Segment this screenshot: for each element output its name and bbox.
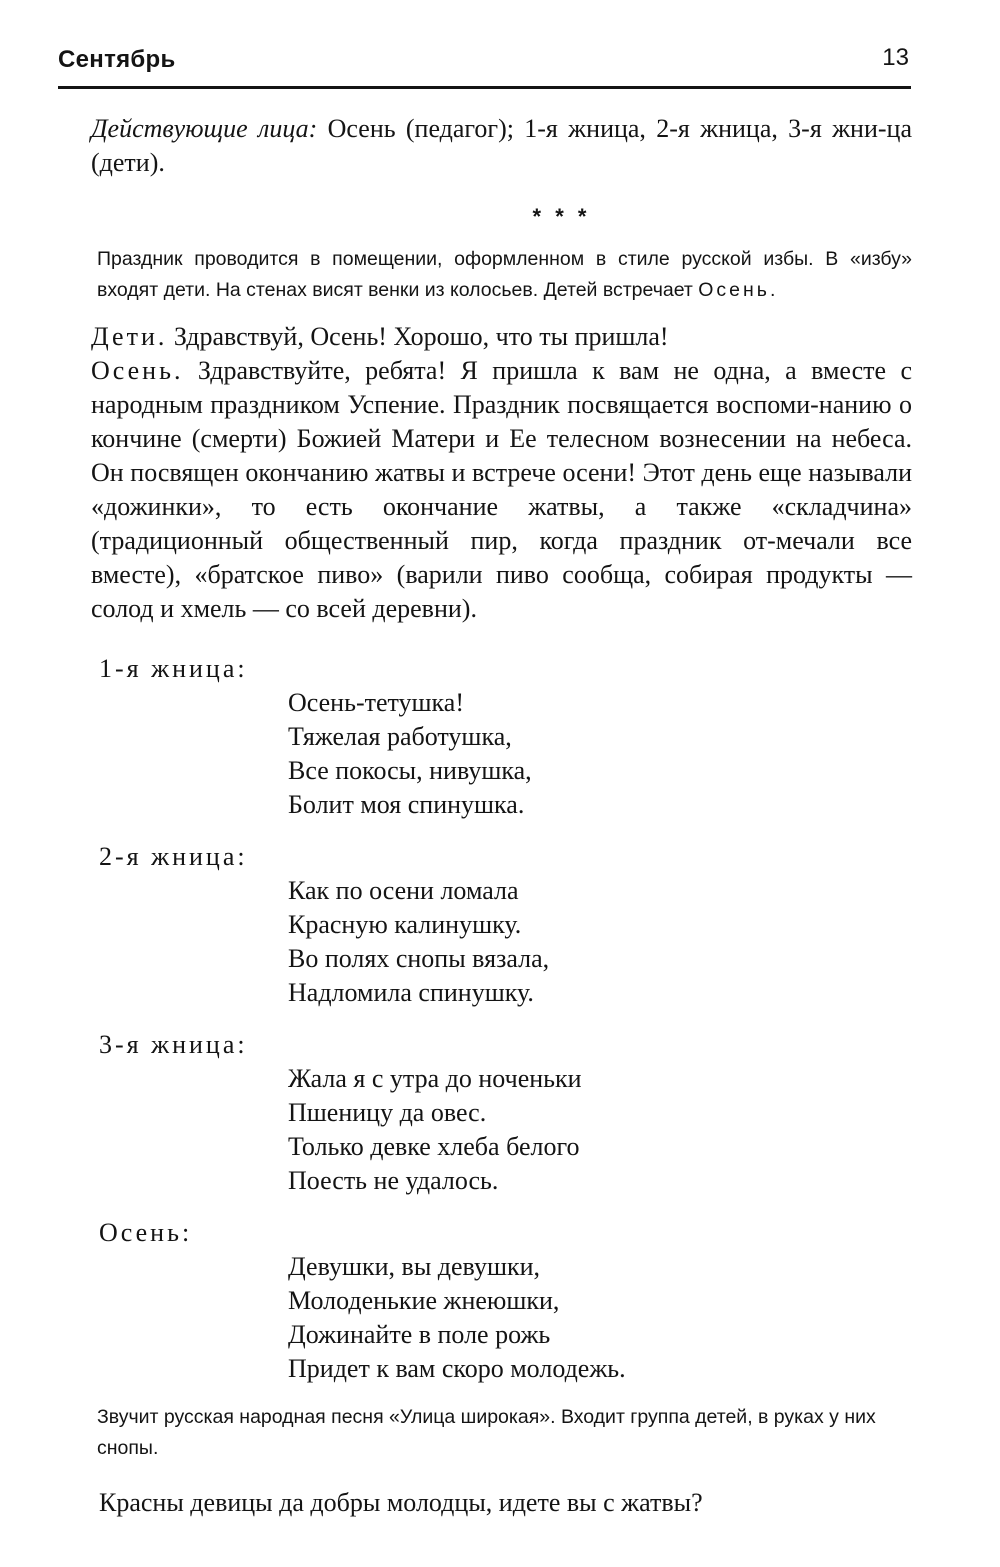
- verse-block: [91, 652, 912, 822]
- dialogue-line: [91, 320, 912, 354]
- verse-line: Болит моя спинушка.: [288, 790, 525, 819]
- running-header: [58, 40, 911, 89]
- verse-line: Молоденькие жнеюшки,: [288, 1286, 560, 1315]
- speaker-name: Дети.: [91, 322, 168, 351]
- verse-line: Поесть не удалось.: [288, 1166, 499, 1195]
- dialogue-line: Красны девицы да добры молодцы, идете вы с жатвы?: [99, 1488, 703, 1517]
- verse-stanza: [288, 874, 912, 1010]
- verse-stanza: [288, 1062, 912, 1198]
- verse-role: 3-я жница:: [99, 1030, 248, 1059]
- verse-line: Придет к вам скоро молодежь.: [288, 1354, 626, 1383]
- speaker-name: Осень.: [91, 356, 184, 385]
- verse-block: [91, 840, 912, 1010]
- verse-line: Все покосы, нивушка,: [288, 756, 532, 785]
- verse-stanza: [288, 1250, 912, 1386]
- stage-direction: [91, 244, 912, 306]
- verse-line: Красную калинушку.: [288, 910, 522, 939]
- verse-role: Осень:: [99, 1218, 193, 1247]
- cast-list: [91, 112, 912, 180]
- page-number: 13: [882, 44, 909, 71]
- speech-text: Здравствуйте, ребята! Я пришла к вам не одна, а вместе с народным праздником Успение. Праздник посвящается воспоми-нанию о кончине (смерти) Божией Матери и Ее телесном вознесении на небеса. Он посвящен окончанию жатвы и встрече осени! Этот день еще называли «дожинки», то есть окончание жатвы, а также «складчина» (традиционный общественный пир, когда праздник от-мечали все вместе), «братское пиво» (варили пиво сообща, собирая продукты — солод и хмель — со всей деревни).: [91, 356, 912, 623]
- dialogue-line: [91, 354, 912, 626]
- verse-stanza: [288, 686, 912, 822]
- verse-line: Дожинайте в поле рожь: [288, 1320, 551, 1349]
- verse-block: [91, 1216, 912, 1386]
- verse-line: Осень-тетушка!: [288, 688, 464, 717]
- verse-line: Жала я с утра до ноченьки: [288, 1064, 582, 1093]
- verse-block: [91, 1028, 912, 1198]
- stage-direction-text: Праздник проводится в помещении, оформленном в стиле русской избы. В «избу» входят дети. На стенах висят венки из колосьев. Детей встречает: [97, 248, 912, 301]
- speech-text: Здравствуй, Осень! Хорошо, что ты пришла!: [167, 322, 669, 351]
- verse-line: Во полях снопы вязала,: [288, 944, 550, 973]
- verse-line: Пшеницу да овес.: [288, 1098, 487, 1127]
- verse-role: 2-я жница:: [99, 842, 248, 871]
- verse-line: Как по осени ломала: [288, 876, 519, 905]
- verse-line: Только девке хлеба белого: [288, 1132, 580, 1161]
- verse-line: Тяжелая работушка,: [288, 722, 512, 751]
- page-content: [91, 112, 912, 1520]
- cast-label: Действующие лица:: [91, 114, 318, 143]
- verse-line: Девушки, вы девушки,: [288, 1252, 541, 1281]
- cast-text: Осень (педагог); 1-я жница, 2-я жница, 3-я жни-ца (дети).: [91, 114, 912, 177]
- stage-direction: Звучит русская народная песня «Улица широкая». Входит группа детей, в руках у них снопы.: [97, 1406, 876, 1459]
- chapter-title: Сентябрь: [58, 46, 176, 73]
- stage-direction-name: Осень.: [698, 279, 779, 301]
- verse-role: 1-я жница:: [99, 654, 248, 683]
- section-separator: * * *: [532, 204, 591, 229]
- verse-line: Надломила спинушку.: [288, 978, 534, 1007]
